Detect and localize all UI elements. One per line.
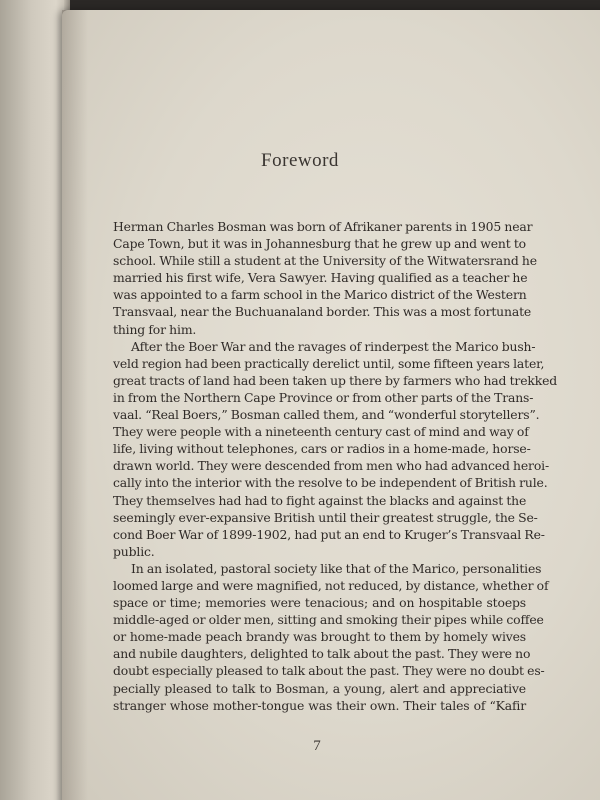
text-line: stranger whose mother-tongue was their own. Their tales of “Kafir [113,697,526,713]
foreword-body [113,218,558,714]
text-line: married his first wife, Vera Sawyer. Having qualified as a teacher he [113,270,528,286]
text-line: They were people with a nineteenth century cast of mind and way of [113,424,529,440]
text-line: cally into the interior with the resolve to be independent of British rule. [113,475,548,491]
text-line: Cape Town, but it was in Johannesburg that he grew up and went to [113,236,526,252]
text-line: They themselves had had to fight against the blacks and against the [113,492,527,508]
text-line: Herman Charles Bosman was born of Afrikaner parents in 1905 near [113,219,533,234]
text-line: seemingly ever-expansive British until their greatest struggle, the Se- [113,509,538,525]
page-number: 7 [313,738,321,754]
text-line: school. While still a student at the University of the Witwatersrand he [113,253,537,269]
text-line: Transvaal, near the Buchuanaland border. This was a most fortunate [113,304,532,320]
text-line: middle-aged or older men, sitting and smoking their pipes while coffee [113,612,544,628]
paragraph-3 [113,560,549,714]
text-line: doubt especially pleased to talk about the past. They were no doubt es- [113,663,545,679]
text-line: loomed large and were magnified, not reduced, by distance, whether of [113,577,549,593]
text-line: In an isolated, pastoral society like that of the Marico, personalities [131,560,542,576]
text-line: veld region had been practically derelict until, some fifteen years later, [113,355,545,371]
text-line: great tracts of land had been taken up there by farmers who had trekked [113,372,558,388]
chapter-title: Foreword [261,150,339,171]
text-line: After the Boer War and the ravages of rinderpest the Marico bush- [131,338,536,354]
text-line: or home-made peach brandy was brought to them by homely wives [113,629,526,645]
text-line: vaal. “Real Boers,” Bosman called them, and “wonderful storytellers”. [113,407,540,423]
paragraph-1 [113,218,537,338]
text-line: cond Boer War of 1899-1902, had put an end to Kruger’s Transvaal Re- [113,526,545,542]
text-line: public. [113,543,155,559]
text-line: was appointed to a farm school in the Marico district of the Western [113,287,527,303]
text-line: pecially pleased to talk to Bosman, a young, alert and appreciative [113,680,526,696]
text-line: in from the Northern Cape Province or from other parts of the Trans- [113,389,534,405]
text-line: drawn world. They were descended from men who had advanced heroi- [113,458,549,474]
facing-page-edge [0,0,70,800]
text-line: thing for him. [113,321,197,337]
text-line: space or time; memories were tenacious; and on hospitable stoeps [113,595,526,611]
text-line: life, living without telephones, cars or radios in a home-made, horse- [113,441,531,457]
text-line: and nubile daughters, delighted to talk about the past. They were no [113,646,531,662]
paragraph-2 [113,338,558,560]
